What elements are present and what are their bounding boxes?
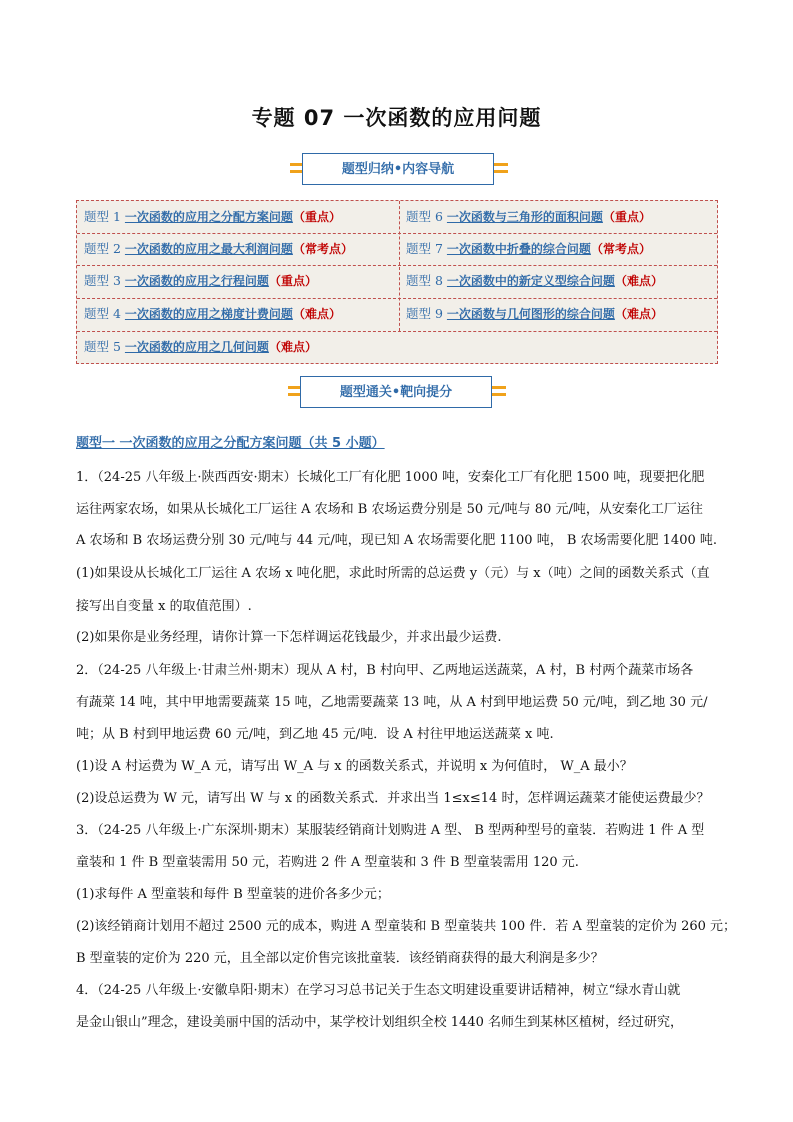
problem-line: 1．（24-25 八年级上·陕西西安·期末）长城化工厂有化肥 1000 吨，安秦化工厂有化肥 1500 吨，现要把化肥	[76, 470, 705, 485]
topic-nav-table	[76, 200, 718, 364]
nav-item-3[interactable]: 题型 3 一次函数的应用之行程问题（重点）	[84, 273, 317, 288]
nav-item-9[interactable]: 题型 9 一次函数与几何图形的综合问题（难点）	[406, 306, 663, 321]
page-title: 专题 07 一次函数的应用问题	[251, 106, 542, 130]
problem-line: A 农场和 B 农场运费分别 30 元/吨与 44 元/吨，现已知 A 农场需要化肥 1100 吨， B 农场需要化肥 1400 吨.	[76, 533, 718, 548]
problem-line: (2)如果你是业务经理，请你计算一下怎样调运花钱最少，并求出最少运费.	[76, 630, 502, 645]
problem-line: 接写出自变量 x 的取值范围）.	[76, 599, 252, 614]
problem-line: 是金山银山”理念，建设美丽中国的活动中，某学校计划组织全校 1440 名师生到某林区植树，经过研究，	[76, 1015, 683, 1030]
problem-line: 吨；从 B 村到甲地运费 60 元/吨，到乙地 45 元/吨．设 A 村往甲地运送蔬菜 x 吨.	[76, 727, 554, 742]
problem-line: (1)设 A 村运费为 W_A 元，请写出 W_A 与 x 的函数关系式，并说明 x 为何值时， W_A 最小？	[76, 759, 633, 774]
problem-line: (1)求每件 A 型童装和每件 B 型童装的进价各多少元；	[76, 887, 390, 902]
problem-line: 运往两家农场，如果从长城化工厂运往 A 农场和 B 农场运费分别是 50 元/吨与 80 元/吨，从安秦化工厂运往	[76, 502, 703, 517]
nav-item-5[interactable]: 题型 5 一次函数的应用之几何问题（难点）	[84, 339, 317, 354]
decor-bars-icon	[494, 162, 508, 176]
problem-line: 3．（24-25 八年级上·广东深圳·期末）某服装经销商计划购进 A 型、 B 型两种型号的童装．若购进 1 件 A 型	[76, 823, 705, 838]
problem-line: (2)设总运费为 W 元，请写出 W 与 x 的函数关系式．并求出当 1≤x≤14 时，怎样调运蔬菜才能使运费最少？	[76, 791, 710, 806]
problem-line: 童装和 1 件 B 型童装需用 50 元，若购进 2 件 A 型童装和 3 件 B 型童装需用 120 元.	[76, 855, 579, 870]
nav-item-2[interactable]: 题型 2 一次函数的应用之最大利润问题（常考点）	[84, 241, 353, 256]
section-heading[interactable]: 题型一 一次函数的应用之分配方案问题（共 5 小题）	[76, 436, 385, 451]
practice-banner: 题型通关•靶向提分	[300, 376, 492, 408]
problem-line: (1)如果设从长城化工厂运往 A 农场 x 吨化肥，求此时所需的总运费 y（元）与 x（吨）之间的函数关系式（直	[76, 566, 710, 581]
problem-line: 2．（24-25 八年级上·甘肃兰州·期末）现从 A 村，B 村向甲、乙两地运送蔬菜，A 村，B 村两个蔬菜市场各	[76, 663, 694, 678]
problem-line: 4．（24-25 八年级上·安徽阜阳·期末）在学习习总书记关于生态文明建设重要讲话精神，树立“绿水青山就	[76, 983, 681, 998]
problem-line: 有蔬菜 14 吨，其中甲地需要蔬菜 15 吨，乙地需要蔬菜 13 吨，从 A 村到甲地运费 50 元/吨，到乙地 30 元/	[76, 695, 708, 710]
nav-item-8[interactable]: 题型 8 一次函数中的新定义型综合问题（难点）	[406, 273, 663, 288]
nav-item-7[interactable]: 题型 7 一次函数中折叠的综合问题（常考点）	[406, 241, 651, 256]
nav-item-4[interactable]: 题型 4 一次函数的应用之梯度计费问题（难点）	[84, 306, 341, 321]
problem-line: B 型童装的定价为 220 元，且全部以定价售完该批童装．该经销商获得的最大利润是多少？	[76, 951, 604, 966]
nav-item-6[interactable]: 题型 6 一次函数与三角形的面积问题（重点）	[406, 209, 651, 224]
nav-banner: 题型归纳•内容导航	[302, 153, 494, 185]
problem-line: (2)该经销商计划用不超过 2500 元的成本，购进 A 型童装和 B 型童装共 100 件．若 A 型童装的定价为 260 元；	[76, 919, 737, 934]
decor-bars-icon	[492, 385, 506, 399]
nav-item-1[interactable]: 题型 1 一次函数的应用之分配方案问题（重点）	[84, 209, 341, 224]
